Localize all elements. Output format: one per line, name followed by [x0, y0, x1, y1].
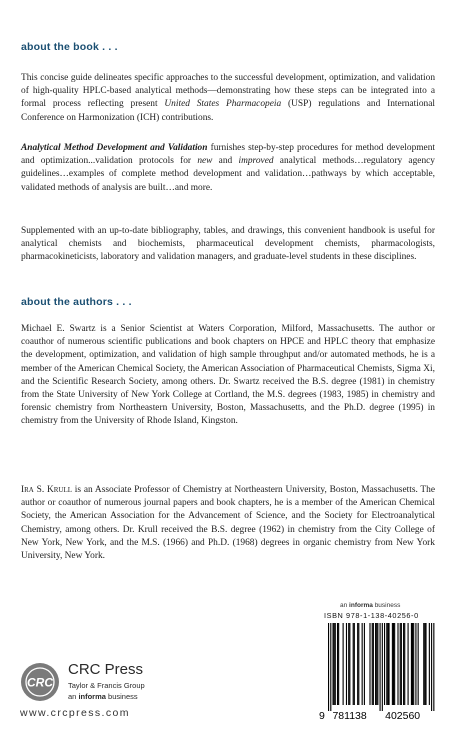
text-span: business: [372, 602, 401, 609]
barcode-bar: [433, 623, 434, 711]
barcode-bar: [401, 623, 402, 705]
barcode-digits-right: 402560: [385, 710, 421, 722]
informa-business-label: [340, 602, 400, 609]
barcode-bar: [332, 623, 333, 705]
barcode-bar: [376, 623, 377, 705]
barcode-bar: [408, 623, 409, 705]
crc-logo-icon: [20, 662, 60, 702]
website-url: www.crcpress.com: [20, 707, 130, 719]
logo-text: CRC: [27, 675, 53, 690]
barcode-bar: [386, 623, 387, 705]
barcode-bar: [354, 623, 355, 705]
about-authors-heading: about the authors . . .: [21, 296, 132, 308]
barcode-bar: [380, 623, 381, 711]
barcode-bar: [382, 623, 383, 711]
improved-italic: improved: [238, 156, 274, 167]
barcode-bar: [338, 623, 339, 705]
text-span: and: [212, 156, 239, 167]
text-span: is an Associate Professor of Chemistry at Northeastern University, Boston, Massachusetts. The author or coauthor of numerous journal papers and book chapters, he is a member of the American Chemical Society, the American Association for the Advancement of Science, and the Society for Electroanalytical Chemistry, among others. Dr. Krull received the B.S. degree (1962) in chemistry from the City College of New York, New York, and the M.S. (1966) and Ph.D. (1968) degrees in organic chemistry from New York University, New York.: [21, 485, 435, 562]
barcode-bar: [400, 623, 401, 705]
barcode-digit-prefix: 9: [319, 710, 325, 722]
barcode-bar: [413, 623, 414, 705]
barcode-bar: [387, 623, 388, 705]
barcode-bar: [411, 623, 412, 705]
new-italic: new: [197, 156, 213, 167]
publisher-group: Taylor & Francis Group: [68, 681, 145, 690]
publisher-informa: [68, 692, 138, 701]
barcode-bar: [423, 623, 424, 705]
isbn-number: ISBN 978-1-138-40256-0: [324, 611, 419, 620]
barcode-bar: [388, 623, 389, 705]
text-span: business: [105, 692, 138, 701]
barcode-bar: [362, 623, 363, 705]
krull-name: Ira S. Krull: [21, 485, 73, 495]
publisher-name: CRC Press: [68, 661, 144, 678]
text-span: an: [68, 692, 79, 701]
barcode-bar: [343, 623, 344, 705]
barcode-bar: [353, 623, 354, 705]
barcode-bar: [425, 623, 426, 705]
about-book-paragraph-1: [21, 72, 435, 125]
barcode-bar: [418, 623, 419, 705]
text-span: an: [340, 602, 350, 609]
about-book-paragraph-2: [21, 142, 435, 195]
barcode-bar: [346, 623, 347, 705]
barcode-bar: [335, 623, 336, 705]
barcode-bar: [377, 623, 378, 705]
barcode-bar: [392, 623, 393, 705]
barcode-bar: [393, 623, 394, 705]
barcode-bar: [358, 623, 359, 705]
barcode-bar: [394, 623, 395, 705]
text-span: furnishes step-by-step procedures for method development and optimization...validation protocols for: [21, 143, 435, 167]
barcode-bar: [373, 623, 374, 705]
informa-bold: informa: [78, 692, 106, 701]
barcode-bar: [357, 623, 358, 705]
barcode-bar: [334, 623, 335, 705]
barcode-bar: [397, 623, 398, 705]
text-span: analytical methods…regulatory agency guidelines…examples of complete method development and validation…pathways by which acceptable, validated methods of analysis are built…and more.: [21, 156, 435, 193]
informa-bold: informa: [349, 602, 373, 609]
krull-bio: [21, 484, 435, 563]
barcode-bar: [369, 623, 370, 705]
barcode-bar: [431, 623, 432, 711]
barcode-graphic: [318, 623, 440, 729]
barcode-bar: [349, 623, 350, 705]
barcode-bar: [404, 623, 405, 705]
swartz-bio: Michael E. Swartz is a Senior Scientist at Waters Corporation, Milford, Massachusetts. The author or coauthor of numerous scientific publications and book chapters on HPCE and HPLC theory that emphasize the development, optimization, and validation of high sample throughput and/or automated methods, he is a member of the American Chemical Society, the American Association of Pharmaceutical Chemists, Sigma Xi, and the Scientific Research Society, among others. Dr. Swartz received the B.S. degree (1981) in chemistry from the State University of New York College at Cortland, the M.S. degrees (1983, 1985) in chemistry and forensic chemistry from Northeastern University, Boston, Massachusetts, and the Ph.D. degree (1995) in chemistry from the University of Rhode Island, Kingston.: [21, 324, 435, 427]
text-span: This concise guide delineates specific approaches to the successful development, optimization, and validation of high-quality HPLC-based analytical methods—demonstrating how these steps can be integrated into a formal process reflecting present: [21, 73, 435, 110]
barcode-bar: [328, 623, 329, 711]
usp-italic: United States Pharmacopeia: [164, 99, 282, 110]
barcode-bar: [412, 623, 413, 705]
barcode-bar: [364, 623, 365, 705]
barcode-bar: [429, 623, 430, 705]
barcode-bar: [403, 623, 404, 705]
barcode-digits-left: 781138: [332, 710, 367, 722]
isbn-barcode: [318, 611, 440, 731]
barcode-bar: [330, 623, 331, 711]
about-book-paragraph-3: Supplemented with an up-to-date bibliography, tables, and drawings, this convenient handbook is useful for analytical chemists and biochemists, pharmaceutical development chemists, pharmacologists, pharmacokineticists, laboratory and validation managers, and graduate-level students in these disciplines.: [21, 226, 435, 263]
barcode-bar: [384, 623, 385, 705]
barcode-bar: [375, 623, 376, 705]
barcode-bar: [415, 623, 416, 705]
barcode-bar: [372, 623, 373, 705]
barcode-bar: [424, 623, 425, 705]
text-span: (USP) regulations and International Conference on Harmonization (ICH) contributions.: [21, 99, 436, 123]
book-title-italic: Analytical Method Development and Validation: [21, 143, 208, 153]
barcode-bar: [337, 623, 338, 705]
barcode-bar: [348, 623, 349, 705]
about-book-heading: about the book . . .: [21, 41, 118, 53]
